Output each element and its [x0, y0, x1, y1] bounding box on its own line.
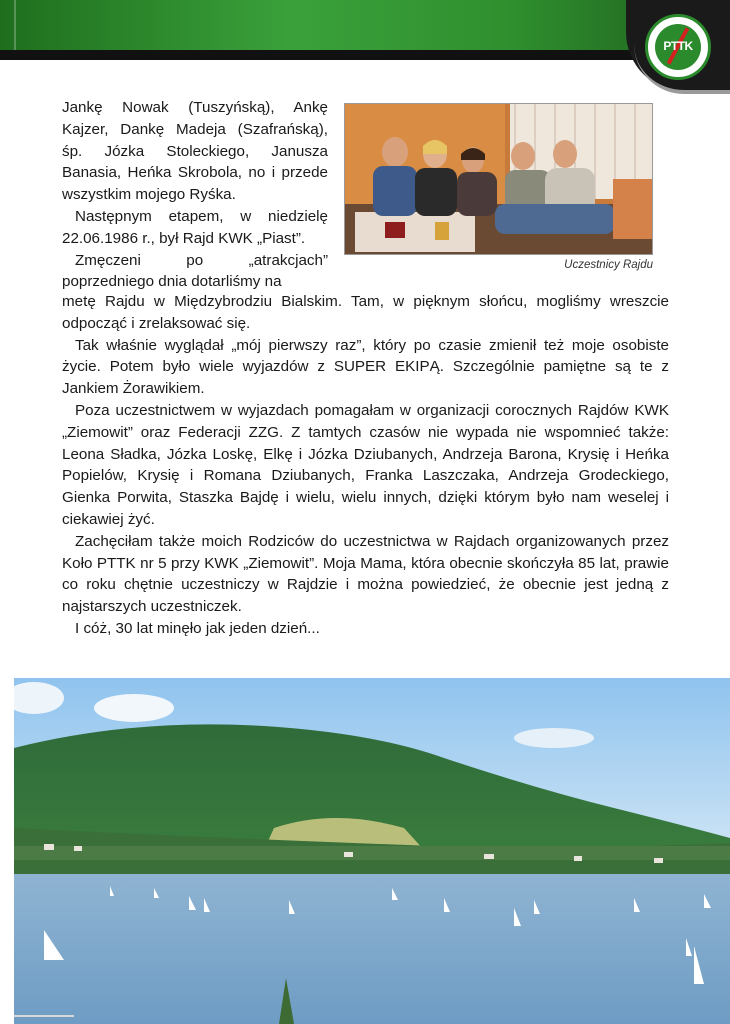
paragraph: I cóż, 30 lat minęło jak jeden dzień...: [75, 619, 320, 637]
full-text-column: [62, 291, 669, 640]
header-dark-bar: [0, 50, 730, 60]
narrow-text-column: [62, 97, 328, 293]
group-photo-illustration: [345, 104, 653, 255]
header-green-band: [0, 0, 730, 50]
paragraph: Zachęciłam także moich Rodziców do uczestnictwa w Rajdach organizowanych przez Koło PTTK nr 5 przy KWK „Ziemowit”. Moja Mama, która obecnie skończyła 85 lat, prawie co roku chętnie uczestniczy w Rajdzie i można powiedzieć, że obecnie jest jedną z najstarszych uczestniczek.: [62, 532, 669, 616]
pttk-logo: [645, 14, 711, 80]
paragraph: metę Rajdu w Międzybrodziu Bialskim. Tam, w pięknym słońcu, mogliśmy wreszcie odpocząć i zrelaksować się.: [62, 293, 669, 332]
paragraph: Zmęczeni po „atrakcjach” poprzedniego dnia dotarliśmy na: [62, 251, 328, 291]
group-photo: [344, 103, 653, 255]
paragraph: Jankę Nowak (Tuszyńską), Ankę Kajzer, Dankę Madeja (Szafrańską), śp. Józka Stoleckiego, Janusza Banasia, Heńka Skrobola, no i przede wszystkim mojego Ryśka.: [62, 99, 328, 204]
lake-landscape-illustration: [14, 678, 730, 1024]
header-fold-line: [14, 0, 16, 50]
paragraph: Następnym etapem, w niedzielę 22.06.1986 r., był Rajd KWK „Piast”.: [62, 207, 328, 247]
pttk-logo-emblem: [655, 24, 701, 70]
paragraph: Poza uczestnictwem w wyjazdach pomagałam w organizacji corocznych Rajdów KWK „Ziemowit” oraz Federacji ZZG. Z tamtych czasów nie wypada nie wspomnieć także: Leona Sładka, Józka Loskę, Elkę i Józka Dziubanych, Andrzeja Barona, Krysię i Heńka Popielów, Krysię i Romana Dziubanych, Franka Laszczaka, Andrzeja Grodeckiego, Gienka Porwita, Staszka Bajdę i wielu, wielu innych, dzięki którym było nam weselej i ciekawiej żyć.: [62, 401, 669, 528]
pttk-logo-text: PTTK: [663, 39, 693, 53]
page-header: [0, 0, 730, 62]
lake-landscape-photo: [14, 678, 730, 1024]
paragraph: Tak właśnie wyglądał „mój pierwszy raz”, który po czasie zmienił też moje osobiste życie. Potem było wiele wyjazdów z SUPER EKIPĄ. Szczególnie pamiętne są te z Jankiem Żorawikiem.: [62, 336, 669, 398]
photo-caption: Uczestnicy Rajdu: [564, 259, 653, 271]
